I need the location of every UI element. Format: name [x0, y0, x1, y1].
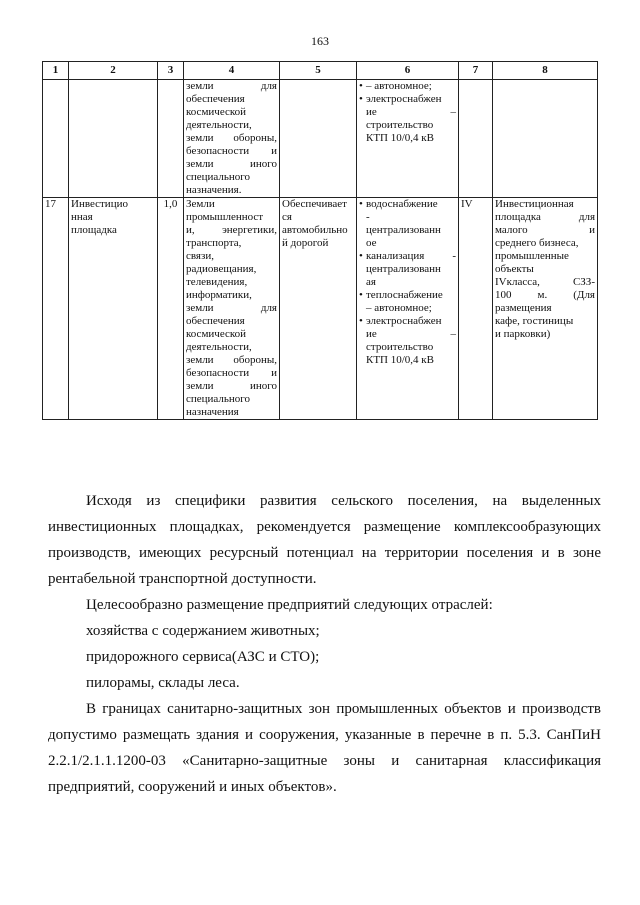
cell-line: КТП 10/0,4 кВ [366, 132, 434, 144]
list-item [359, 250, 456, 289]
cell-line: Обеспечивает [282, 198, 347, 210]
cell-line: й дорогой [282, 237, 329, 249]
cell-line: строительство [366, 341, 434, 353]
cell-line: - [366, 211, 370, 223]
utilities-list [359, 93, 456, 145]
table-header-row [43, 62, 598, 80]
land-category-cell [184, 80, 280, 198]
cell-line: ие – [366, 328, 456, 340]
transport-access-cell [280, 198, 357, 420]
site-name-cell [69, 198, 158, 420]
cell-line: земли обороны, [186, 132, 277, 144]
header-col-6: 6 [357, 62, 459, 80]
cell-line: промышленност [186, 211, 264, 223]
paragraph-intro: Исходя из специфики развития сельского поселения, на выделенных инвестиционных площадках, рекомендуется размещение комплексообразующих производств, имеющих ресурсный потенциал на территории поселения и в зоне рентабельной транспортной доступности. [48, 493, 601, 587]
cell-line: телевидения, [186, 276, 248, 288]
header-col-8: 8 [493, 62, 598, 80]
cell-line: нная [71, 211, 93, 223]
cell-line: обеспечения [186, 315, 245, 327]
cell-line: безопасности и [186, 145, 277, 157]
cell [280, 80, 357, 198]
cell-line: • электроснабжен [366, 315, 442, 327]
list-item [359, 80, 456, 93]
list-item-livestock: хозяйства с содержанием животных; [86, 623, 320, 639]
cell-line: централизованн [366, 224, 441, 236]
header-col-5: 5 [280, 62, 357, 80]
cell-line: площадка [71, 224, 117, 236]
cell-line: • водоснабжение [366, 198, 438, 210]
cell-line: Инвестицио [71, 198, 128, 210]
list-item-roadside-service: придорожного сервиса(АЗС и СТО); [86, 649, 320, 665]
hazard-class-cell: IV [459, 198, 493, 420]
paragraph-industries: Целесообразно размещение предприятий следующих отраслей: [86, 597, 493, 613]
cell-line: деятельности, [186, 341, 252, 353]
cell-line: • канализация - [366, 250, 456, 262]
area-cell: 1,0 [158, 198, 184, 420]
cell-line: промышленные [495, 250, 569, 262]
list-item [359, 289, 456, 315]
cell-line: и, энергетики, [186, 224, 277, 236]
cell-line: деятельности, [186, 119, 252, 131]
cell-line: КТП 10/0,4 кВ [366, 354, 434, 366]
cell [69, 80, 158, 198]
cell-line: малого и [495, 224, 595, 236]
cell-line: связи, [186, 250, 214, 262]
cell-line: транспорта, [186, 237, 242, 249]
cell [43, 80, 69, 198]
cell-line: объекты [495, 263, 534, 275]
header-col-7: 7 [459, 62, 493, 80]
cell-line: централизованн [366, 263, 441, 275]
cell-line: площадка для [495, 211, 595, 223]
land-category-cell [184, 198, 280, 420]
cell-line: информатики, [186, 289, 252, 301]
cell-line: Земли [186, 198, 215, 210]
table-row-continuation [43, 80, 598, 198]
cell-line: земли для [186, 302, 277, 314]
cell-line: • электроснабжен [366, 93, 442, 105]
cell-line: автомобильно [282, 224, 348, 236]
cell-line: кафе, гостиницы [495, 315, 574, 327]
cell-line: назначения [186, 406, 239, 418]
cell-line: ое [366, 237, 377, 249]
cell-line: ся [282, 211, 292, 223]
cell [459, 80, 493, 198]
cell-line: земли иного [186, 380, 277, 392]
list-item [359, 93, 456, 145]
list-item [359, 315, 456, 367]
cell-line: земли обороны, [186, 354, 277, 366]
cell-line: • теплоснабжение [366, 289, 443, 301]
body-text [48, 488, 601, 800]
header-col-3: 3 [158, 62, 184, 80]
table-row-17 [43, 198, 598, 420]
cell [158, 80, 184, 198]
cell-line: ая [366, 276, 376, 288]
utilities-cell [357, 198, 459, 420]
cell-line: космической [186, 106, 247, 118]
cell-line: ие – [366, 106, 456, 118]
cell-line: и парковки) [495, 328, 551, 340]
cell-line: обеспечения [186, 93, 245, 105]
cell-line: специального [186, 393, 251, 405]
utilities-list [359, 198, 456, 367]
list-item-sawmills: пилорамы, склады леса. [86, 675, 240, 691]
cell-line: размещения [495, 302, 552, 314]
notes-cell [493, 198, 598, 420]
cell-line: безопасности и [186, 367, 277, 379]
cell-line: космической [186, 328, 247, 340]
cell-line: земли для [186, 80, 277, 92]
cell-line: земли иного [186, 158, 277, 170]
row-number-cell: 17 [43, 198, 69, 420]
list-item [359, 198, 456, 250]
cell [493, 80, 598, 198]
cell-line: радиовещания, [186, 263, 257, 275]
cell-line: среднего бизнеса, [495, 237, 579, 249]
cell-line: Инвестиционная [495, 198, 574, 210]
cell-line: IVкласса, СЗЗ- [495, 276, 595, 288]
cell-line: 100 м. (Для [495, 289, 595, 301]
header-col-2: 2 [69, 62, 158, 80]
cell-line: назначения. [186, 184, 242, 196]
header-col-1: 1 [43, 62, 69, 80]
cell-line: строительство [366, 119, 434, 131]
cell-line: • – автономное; [366, 80, 432, 92]
cell-line: специального [186, 171, 251, 183]
utilities-list [359, 80, 456, 93]
paragraph-sanitary-zones: В границах санитарно-защитных зон промышленных объектов и производств допустимо размещать здания и сооружения, указанные в перечне в п. 5.3. СанПиН 2.2.1/2.1.1.1200-03 «Санитарно-защитные зоны и санитарная классификация предприятий, сооружений и иных объектов». [48, 701, 601, 795]
utilities-cell [357, 80, 459, 198]
header-col-4: 4 [184, 62, 280, 80]
page-number: 163 [311, 34, 329, 48]
data-table [42, 61, 598, 420]
cell-line: – автономное; [366, 302, 432, 314]
